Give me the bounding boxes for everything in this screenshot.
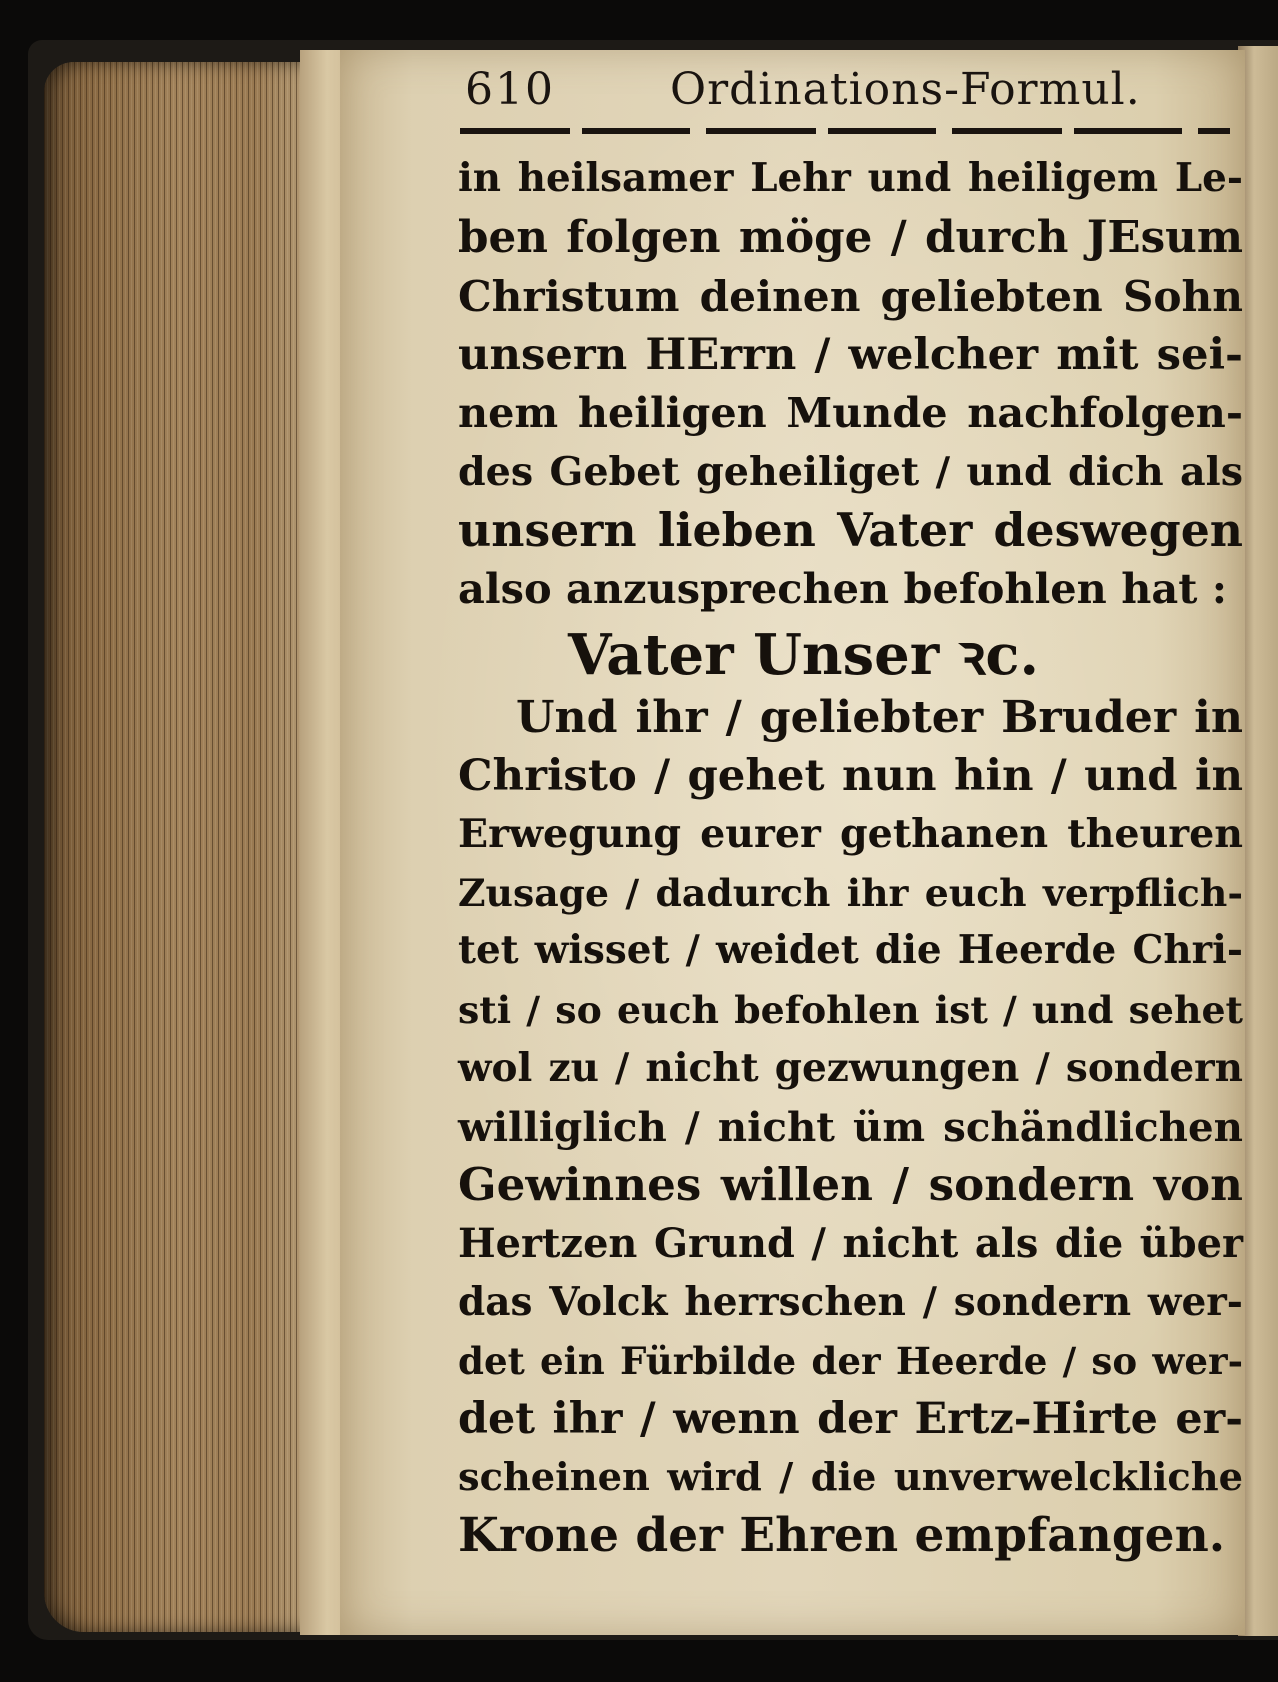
header-rule <box>460 128 1230 134</box>
text-line: Christum deinen geliebten Sohn <box>458 271 1243 321</box>
running-head: Ordinations-Formul. <box>670 64 1141 115</box>
text-line: wol zu / nicht gezwungen / sondern <box>458 1045 1243 1091</box>
text-line: scheinen wird / die unverwelckliche <box>458 1454 1243 1500</box>
text-line: Krone der Ehren empfangen. <box>458 1508 1226 1563</box>
text-line: williglich / nicht üm schändlichen <box>458 1102 1243 1151</box>
text-line: ben folgen möge / durch JEsum <box>458 211 1243 263</box>
text-line: unsern HErrn / welcher mit sei- <box>458 328 1243 380</box>
text-line: det ihr / wenn der Ertz-Hirte er- <box>458 1394 1243 1444</box>
text-line: sti / so euch befohlen ist / und sehet <box>458 986 1243 1032</box>
section-heading: Vater Unser ꝛc. <box>568 622 1039 688</box>
page-edges <box>44 62 344 1632</box>
text-line: unsern lieben Vater deswegen <box>458 503 1243 557</box>
text-line: tet wisset / weidet die Heerde Chri- <box>458 928 1243 973</box>
text-line: Hertzen Grund / nicht als die über <box>458 1220 1243 1267</box>
text-line: Und ihr / geliebter Bruder in <box>516 691 1243 743</box>
text-line: nem heiligen Munde nachfolgen- <box>458 388 1243 437</box>
page-header <box>465 64 1235 124</box>
paragraph-prayer-end <box>458 150 1243 618</box>
text-line: also anzusprechen befohlen hat : <box>458 563 1228 613</box>
text-line: Erwegung eurer gethanen theuren <box>458 811 1243 857</box>
page-number: 610 <box>465 64 555 115</box>
paragraph-charge <box>458 688 1243 1566</box>
text-line: in heilsamer Lehr und heiligem Le- <box>458 156 1243 201</box>
body-text <box>458 150 1243 1566</box>
printed-page <box>340 50 1245 1635</box>
text-line: Zusage / dadurch ihr euch verpflich- <box>458 870 1243 915</box>
text-line: des Gebet geheiliget / und dich als <box>458 448 1243 495</box>
text-line: det ein Fürbilde der Heerde / so wer- <box>458 1338 1243 1383</box>
text-line: Gewinnes willen / sondern von <box>458 1158 1243 1211</box>
text-line: Christo / gehet nun hin / und in <box>458 749 1243 801</box>
text-line: das Volck herrschen / sondern wer- <box>458 1279 1243 1325</box>
